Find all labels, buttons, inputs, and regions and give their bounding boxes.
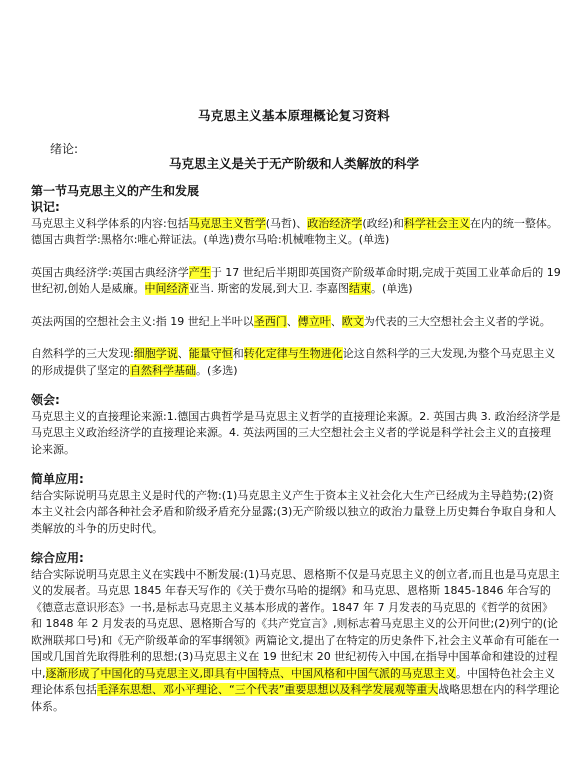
memorize-label: 识记: xyxy=(31,200,60,214)
document-body xyxy=(31,184,561,715)
paragraph-german-philosophy: 德国古典哲学:黑格尔:唯心辩证法。(单选)费尔马哈:机械唯物主义。(单选) xyxy=(31,233,390,246)
highlight-energy: 能量守恒 xyxy=(188,347,233,360)
intro-label: 绪论: xyxy=(50,142,79,156)
document-title: 马克思主义基本原理概论复习资料 xyxy=(197,108,390,123)
paragraph-system-content: 马克思主义科学体系的内容:包括马克思主义哲学(马哲)、政治经济学(政经)和科学社会主义在内的统一整体。 xyxy=(31,216,558,230)
highlight-middle: 中间经济 xyxy=(144,282,189,295)
highlight-scientific-socialism: 科学社会主义 xyxy=(403,216,470,230)
paragraph-three-discoveries: 自然科学的三大发现:细胞学说、能量守恒和转化定律与生物进化论这自然科学的三大发现,为整个马克思主义的形成提供了坚定的自然科学基础。(多选) xyxy=(31,347,556,377)
paragraph-development-in-practice: 结合实际说明马克思主义在实践中不断发展:(1)马克思、恩格斯不仅是马克思主义的创立者,而且也是马克思主义的发展者。马克思 1845 年春天写作的《关于费尔马哈的提纲》和马克思、恩格斯 1845-1846 年合写的《德意志意识形态》一书,是标志马克思主义基本形成的著作。1847 年 7 月发表的马克思的《哲学的贫困》和 1848 年 2 月发表的马克思、恩格斯合写的《共产党宣言》,则标志着马克思主义的公开问世;(2)列宁的(论欧洲联邦口号)和《无产阶级革命的军事纲领》两篇论文,提出了在特定的历史条件下,社会主义革命有可能在一国或几国首先取得胜利的思想;(3)马克思主义在 19 世纪末 20 世纪初传入中国,在指导中国革命和建设的过程中,逐渐形成了中国化的马克思主义,即具有中国特点、中国风格和中国气派的马克思主义。中国特色社会主义理论体系包括毛泽东思想、邓小平理论、“三个代表”重要思想以及科学发展观等重大战略思想在内的科学理论体系。 xyxy=(31,567,560,713)
highlight-end: 结束 xyxy=(348,282,371,295)
highlight-cell-theory: 细胞学说 xyxy=(133,347,178,360)
highlight-owen: 欧文 xyxy=(341,314,364,328)
paragraph-british-economics: 英国古典经济学:英国古典经济学产生于 17 世纪后半期即英国资产阶级革命时期,完成于英国工业革命后的 19 世纪初,创始人是威廉。中间经济亚当. 斯密的发展,到大卫. 李嘉图结束。(单选) xyxy=(31,265,561,295)
highlight-political-economy: 政治经济学 xyxy=(307,216,363,230)
highlight-sinicized-marxism: 逐渐形成了中国化的马克思主义,即具有中国特点、中国风格和中国气派的马克思主义 xyxy=(45,666,456,680)
highlight-evolution: 转化定律与生物进化 xyxy=(243,347,343,360)
highlight-philosophy: 马克思主义哲学 xyxy=(188,216,266,230)
paragraph-utopian-socialism: 英法两国的空想社会主义:指 19 世纪上半叶以圣西门、傅立叶、欧文为代表的三大空想社会主义者的学说。 xyxy=(31,314,551,328)
understand-label: 领会: xyxy=(31,393,60,407)
highlight-saint-simon: 圣西门 xyxy=(253,314,287,328)
simple-application-label: 简单应用: xyxy=(31,472,84,486)
section-heading: 第一节马克思主义的产生和发展 xyxy=(31,184,200,198)
comprehensive-application-label: 综合应用: xyxy=(31,551,84,565)
paragraph-product-of-era: 结合实际说明马克思主义是时代的产物:(1)马克思主义产生于资本主义社会化大生产已经成为主导趋势;(2)资本主义社会内部各种社会矛盾和阶级矛盾充分显露;(3)无产阶级以独立的政治力量登上历史舞台争取自身和人类解放的斗争的历史时代。 xyxy=(31,488,557,535)
highlight-fourier: 傅立叶 xyxy=(297,314,331,328)
highlight-origin: 产生 xyxy=(188,265,211,279)
intro-subtitle: 马克思主义是关于无产阶级和人类解放的科学 xyxy=(168,156,419,171)
highlight-theory-system: 毛泽东思想、邓小平理论、“三个代表”重要思想以及科学发展观等重大 xyxy=(97,683,439,696)
paragraph-theory-sources: 马克思主义的直接理论来源:1.德国古典哲学是马克思主义哲学的直接理论来源。2. 英国古典 3. 政治经济学是马克思主义政治经济学的直接理论来源。4. 英法两国的三大空想社会主义者的学说是科学社会主义的直接理论来源。 xyxy=(31,409,561,456)
highlight-science-basis: 自然科学基础 xyxy=(130,363,196,377)
